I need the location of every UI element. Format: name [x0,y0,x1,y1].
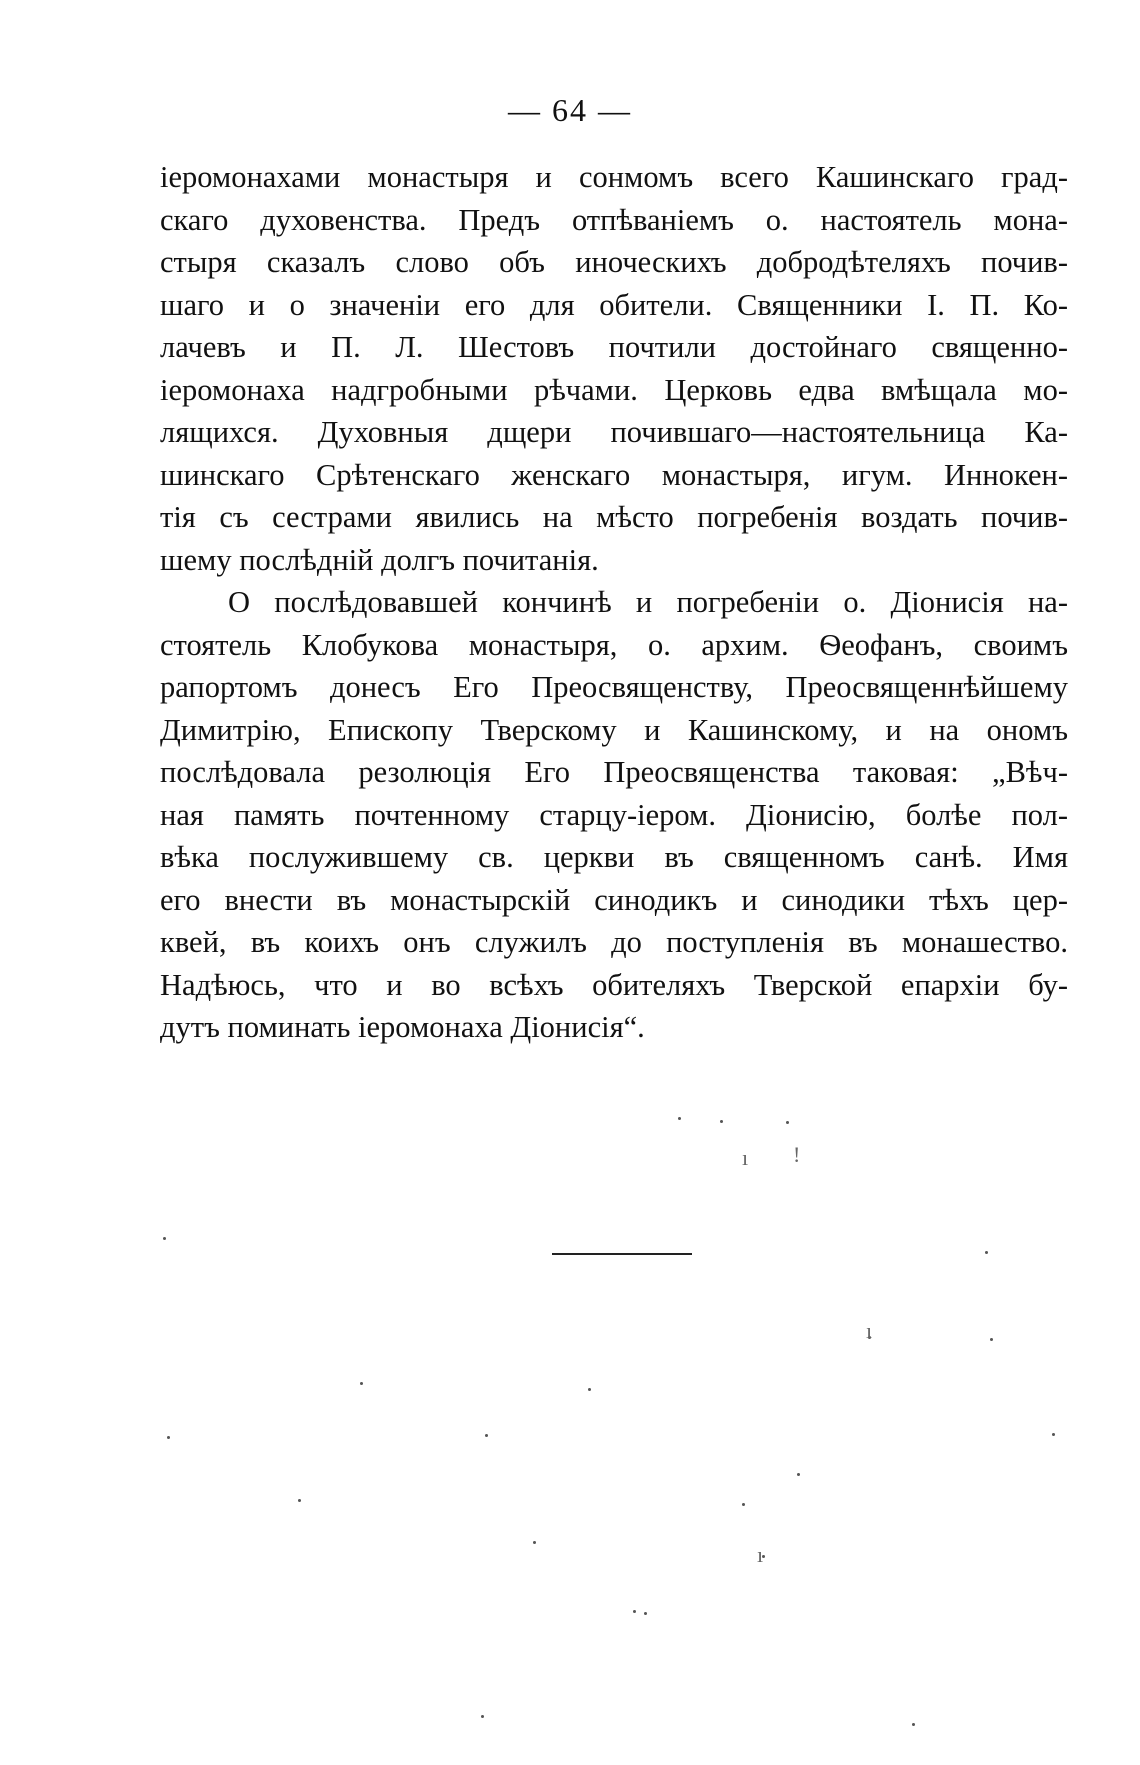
text-line: стыря сказалъ слово объ иноческихъ добродѣтеляхъ почив- [160,245,1068,279]
scan-speck [990,1338,993,1341]
scan-speck [644,1612,647,1615]
text-line: іеромонахами монастыря и сонмомъ всего Кашинскаго град- [160,160,1068,194]
separator-rule [552,1253,692,1255]
text-line: шаго и о значеніи его для обители. Священники І. П. Ко- [160,287,1068,322]
scan-speck [797,1473,800,1476]
scan-speck [678,1117,681,1120]
scan-speck [720,1120,723,1123]
scan-speck [360,1382,363,1385]
text-line: квей, въ коихъ онъ служилъ до поступленія въ монашество. [160,925,1068,959]
scan-speck [485,1434,488,1437]
text-line: шинскаго Срѣтенскаго женскаго монастыря, игум. Иннокен- [160,457,1068,492]
scan-speck [588,1388,591,1391]
text-line: шему послѣдній долгъ почитанія. [160,542,599,577]
scan-speck [481,1715,484,1718]
scan-speck [298,1499,301,1502]
scan-mark: ı [866,1318,873,1343]
text-line: Надѣюсь, что и во всѣхъ обителяхъ Тверской епархіи бу- [160,967,1068,1002]
text-line: вѣка послужившему св. церкви въ священномъ санѣ. Имя [160,840,1068,874]
scan-speck [786,1121,789,1124]
body-text [160,156,1068,1049]
text-line: рапортомъ донесъ Его Преосвященству, Преосвященнѣйшему [160,670,1068,704]
text-line: стоятель Клобукова монастыря, о. архим. Ѳеофанъ, своимъ [160,627,1068,662]
page-number: — 64 — [508,92,632,128]
text-line: послѣдовала резолюція Его Преосвященства таковая: „Вѣч- [160,755,1068,789]
scan-speck [985,1251,988,1254]
text-line: іеромонаха надгробными рѣчами. Церковь едва вмѣщала мо- [160,372,1068,407]
scan-speck [742,1503,745,1506]
text-line: тія съ сестрами явились на мѣсто погребенія воздать почив- [160,500,1068,534]
scan-speck [633,1610,636,1613]
text-line: О послѣдовавшей кончинѣ и погребеніи о. Діонисія на- [228,585,1068,619]
text-line: его внести въ монастырскій синодикъ и синодики тѣхъ цер- [160,882,1068,917]
scan-speck [1052,1433,1055,1436]
scan-mark: ! [793,1142,801,1167]
scan-mark: ı [757,1542,764,1567]
paragraph-1 [160,156,1068,581]
paragraph-2 [160,581,1068,1049]
text-line: скаго духовенства. Предъ отпѣваніемъ о. настоятель мона- [160,202,1068,237]
text-line: лачевъ и П. Л. Шестовъ почтили достойнаго священно- [160,330,1068,364]
scan-speck [163,1237,166,1240]
scan-speck [167,1436,170,1439]
scan-mark: ı [742,1145,749,1170]
text-line: ная память почтенному старцу-іером. Діонисію, болѣе пол- [160,797,1068,832]
scan-speck [533,1541,536,1544]
scan-speck [912,1723,915,1726]
text-line: дутъ поминать іеромонаха Діонисія“. [160,1010,645,1044]
text-line: лящихся. Духовныя дщери почившаго—настоятельница Ка- [160,415,1068,449]
text-line: Димитрію, Епископу Тверскому и Кашинскому, и на ономъ [160,712,1068,747]
